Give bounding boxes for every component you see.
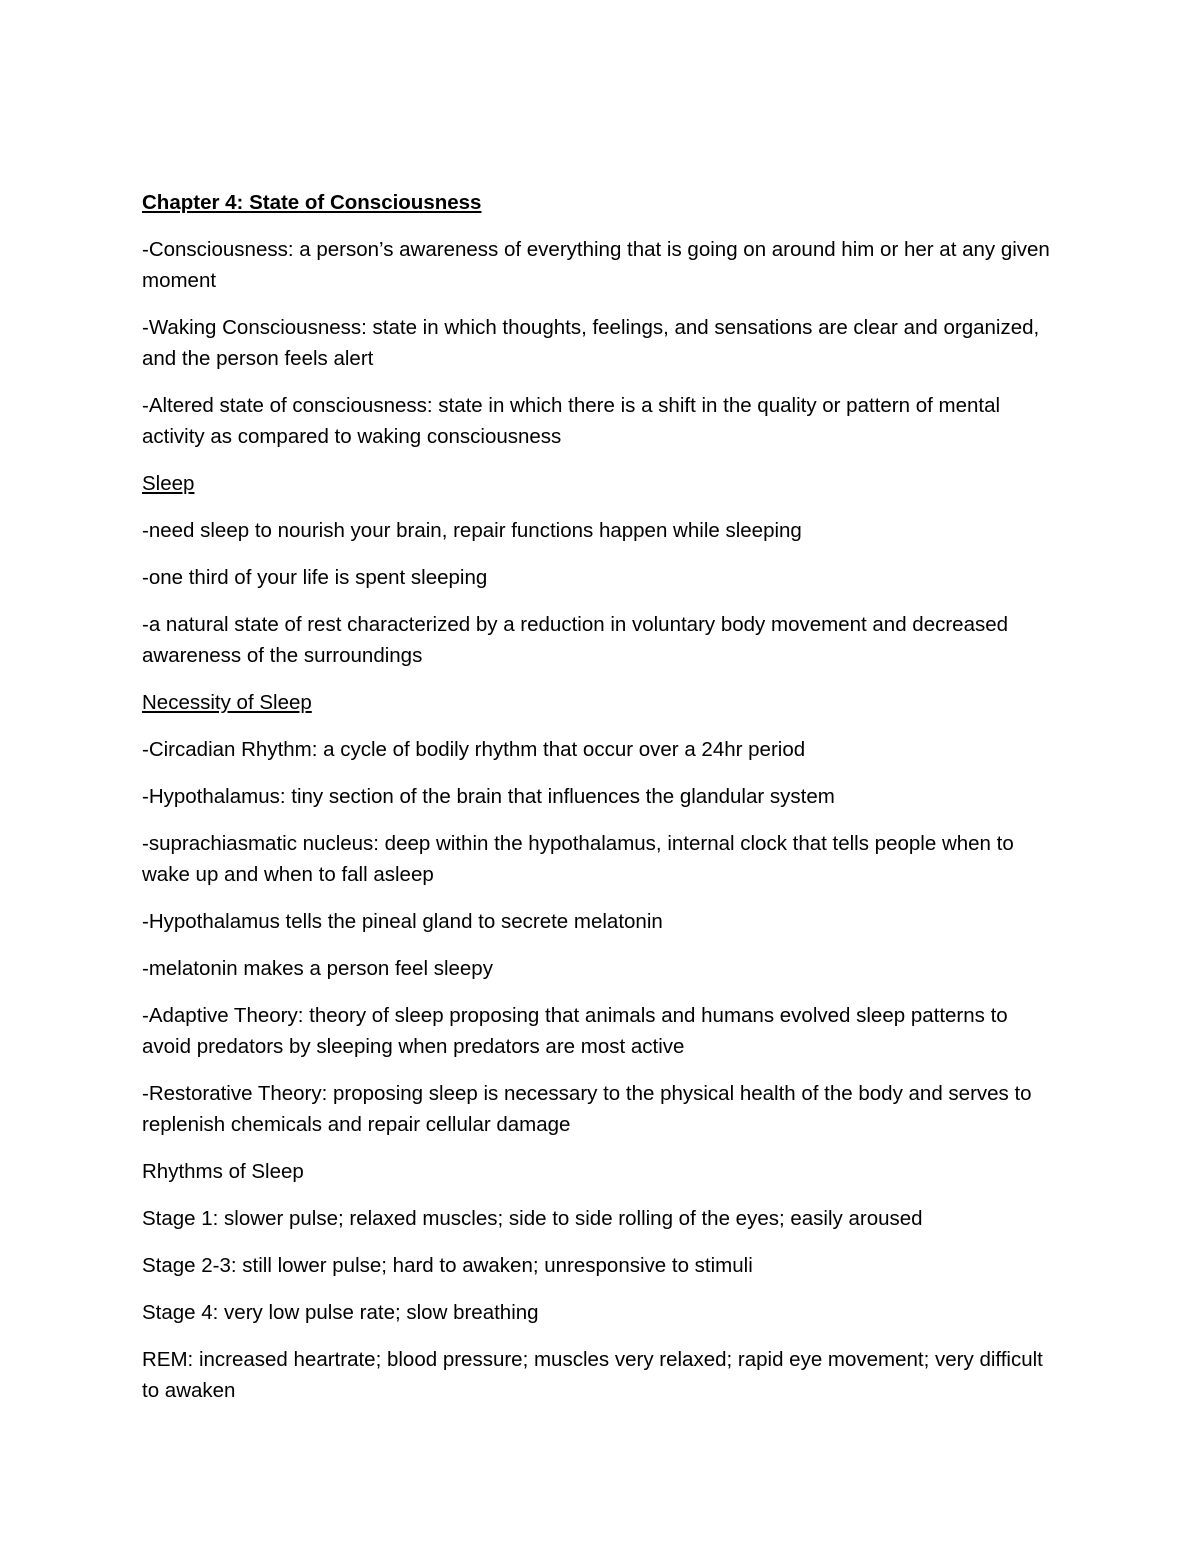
paragraph-one-third: -one third of your life is spent sleeping	[142, 566, 488, 589]
section-heading-sleep: Sleep	[142, 472, 195, 495]
paragraph-hypothalamus: -Hypothalamus: tiny section of the brain that influences the glandular system	[142, 785, 835, 808]
document-title: Chapter 4: State of Consciousness	[142, 191, 482, 214]
paragraph-adaptive-theory: -Adaptive Theory: theory of sleep proposing that animals and humans evolved sleep patterns to avoid predators by sleeping when predators are most active	[142, 1004, 1008, 1058]
paragraph-consciousness: -Consciousness: a person’s awareness of everything that is going on around him or her at any given moment	[142, 238, 1050, 292]
paragraph-natural-state: -a natural state of rest characterized by a reduction in voluntary body movement and decreased awareness of the surroundings	[142, 613, 1009, 667]
paragraph-altered-state: -Altered state of consciousness: state in which there is a shift in the quality or pattern of mental activity as compared to waking consciousness	[142, 394, 1001, 448]
paragraph-circadian-rhythm: -Circadian Rhythm: a cycle of bodily rhythm that occur over a 24hr period	[142, 738, 806, 761]
paragraph-pineal-gland: -Hypothalamus tells the pineal gland to secrete melatonin	[142, 910, 663, 933]
paragraph-suprachiasmatic-nucleus: -suprachiasmatic nucleus: deep within the hypothalamus, internal clock that tells people when to wake up and when to fall asleep	[142, 832, 1014, 886]
paragraph-restorative-theory: -Restorative Theory: proposing sleep is necessary to the physical health of the body and serves to replenish chemicals and repair cellular damage	[142, 1082, 1032, 1136]
paragraph-stage-1: Stage 1: slower pulse; relaxed muscles; side to side rolling of the eyes; easily aroused	[142, 1207, 923, 1230]
section-label-rhythms-of-sleep: Rhythms of Sleep	[142, 1160, 304, 1183]
document-page	[142, 187, 1062, 1422]
paragraph-waking-consciousness: -Waking Consciousness: state in which thoughts, feelings, and sensations are clear and organized, and the person feels alert	[142, 316, 1040, 370]
paragraph-need-sleep: -need sleep to nourish your brain, repair functions happen while sleeping	[142, 519, 802, 542]
paragraph-stage-2-3: Stage 2-3: still lower pulse; hard to awaken; unresponsive to stimuli	[142, 1254, 753, 1277]
section-heading-necessity-of-sleep: Necessity of Sleep	[142, 691, 312, 714]
paragraph-stage-4: Stage 4: very low pulse rate; slow breathing	[142, 1301, 539, 1324]
paragraph-rem: REM: increased heartrate; blood pressure; muscles very relaxed; rapid eye movement; very difficult to awaken	[142, 1348, 1043, 1402]
paragraph-melatonin: -melatonin makes a person feel sleepy	[142, 957, 493, 980]
